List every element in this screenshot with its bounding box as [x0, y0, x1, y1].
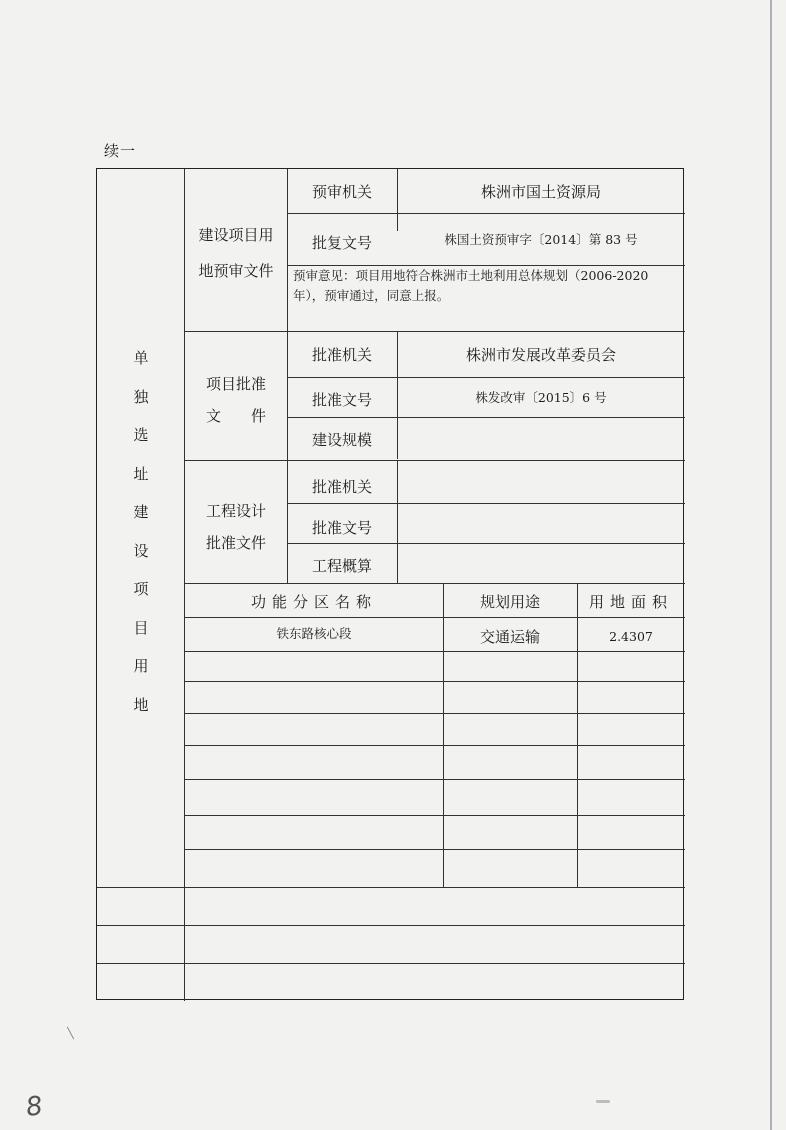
scan-smudge: [596, 1100, 610, 1103]
divider-h: [97, 887, 685, 888]
engineering-budget-value: [397, 543, 685, 583]
pre-review-doc-no-value: 株国土资预审字〔2014〕第 83 号: [444, 232, 638, 247]
vertical-title-char: 目: [133, 618, 149, 637]
engineering-authority-label: 批准机关: [311, 477, 372, 496]
approval-doc-no-label: 批准文号: [311, 390, 372, 409]
pre-review-authority-value: 株洲市国土资源局: [480, 182, 601, 201]
vertical-title-char: 独: [133, 387, 149, 406]
pre-review-doc-no-label: 批复文号: [311, 233, 372, 252]
approval-scale-value: [397, 419, 685, 460]
approval-authority-label: 批准机关: [311, 345, 372, 364]
vertical-title-char: 项: [133, 580, 149, 598]
vertical-section-title: [97, 339, 185, 724]
divider-h: [184, 849, 685, 850]
zone-header-use: 规划用途: [479, 592, 540, 611]
pre-review-group-label-line1: 建设项目用: [198, 226, 274, 244]
divider-h: [184, 583, 685, 584]
zone-row-1-area: 2.4307: [609, 628, 653, 644]
pre-review-authority-label: 预审机关: [311, 182, 372, 201]
divider-h: [184, 779, 685, 780]
engineering-group-label: [185, 492, 287, 562]
divider-h: [184, 713, 685, 714]
zone-header-name: 功能分区名称: [250, 592, 377, 611]
vertical-title-char: 地: [133, 695, 149, 714]
land-use-form-table: [96, 168, 684, 1000]
divider-h: [184, 617, 685, 618]
approval-scale-label: 建设规模: [311, 431, 372, 449]
engineering-group-label-line1: 工程设计: [205, 502, 266, 520]
divider-h: [97, 925, 685, 926]
divider-h: [97, 963, 685, 964]
approval-group-label-line1: 项目批准: [205, 375, 266, 393]
zone-row-1-use: 交通运输: [479, 627, 540, 646]
vertical-title-char: 建: [133, 503, 149, 521]
approval-group-label-line2: 文 件: [205, 407, 266, 425]
engineering-doc-no-value: [397, 503, 685, 543]
handwritten-page-number: 8: [23, 1090, 45, 1124]
approval-authority-value: 株洲市发展改革委员会: [465, 345, 616, 364]
approval-doc-no-value: 株发改审〔2015〕6 号: [475, 390, 607, 405]
zone-row-1-name: 铁东路核心段: [276, 626, 352, 641]
vertical-title-char: 选: [133, 426, 149, 444]
pre-review-opinion: 预审意见：项目用地符合株洲市土地利用总体规划（2006-2020年），预审通过，同意上报。: [293, 268, 649, 303]
pre-review-group-label: [185, 217, 287, 289]
divider-h: [184, 745, 685, 746]
approval-group-label: [185, 365, 287, 435]
vertical-title-char: 址: [133, 464, 149, 483]
vertical-title-char: 设: [133, 541, 149, 560]
vertical-title-char: 用: [133, 657, 149, 675]
engineering-authority-value: [397, 461, 685, 503]
vertical-title-char: 单: [133, 349, 149, 367]
continuation-label: 续一: [104, 142, 137, 160]
engineering-doc-no-label: 批准文号: [311, 518, 372, 537]
scan-edge-line: [770, 0, 772, 1130]
divider-h: [184, 815, 685, 816]
divider-h: [184, 651, 685, 652]
engineering-group-label-line2: 批准文件: [205, 534, 266, 552]
pencil-tick-mark: [67, 1027, 74, 1040]
zone-header-area: 用地面积: [588, 592, 673, 611]
engineering-budget-label: 工程概算: [311, 556, 372, 575]
divider-h: [184, 681, 685, 682]
pre-review-group-label-line2: 地预审文件: [198, 262, 274, 280]
